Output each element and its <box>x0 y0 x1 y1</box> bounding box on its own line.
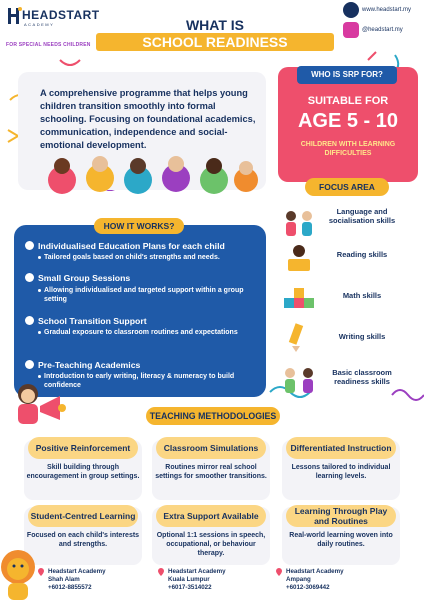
teaching-tag: TEACHING METHODOLOGIES <box>146 407 280 425</box>
how-item-title: Individualised Education Plans for each child <box>38 241 225 251</box>
focus-item-writing: Writing skills <box>338 332 386 341</box>
location-pin-icon <box>38 568 44 576</box>
bullet-dot <box>38 375 41 378</box>
how-item-title: Pre-Teaching Academics <box>38 360 141 370</box>
reading-icon <box>282 243 316 273</box>
math-blocks-icon <box>282 282 316 312</box>
method-title: Differentiated Instruction <box>286 437 396 459</box>
method-desc: Routines mirror real school settings for smoother transitions. <box>155 464 267 480</box>
logo-icon <box>8 6 22 26</box>
location-name: Headstart Academy <box>286 568 344 575</box>
how-item-sub: Allowing individualised and targeted support within a group setting <box>44 287 244 303</box>
srp-tag: WHO IS SRP FOR? <box>297 66 397 84</box>
method-title: Learning Through Play and Routines <box>286 505 396 527</box>
check-icon <box>25 316 34 325</box>
srp-suitable: SUITABLE FOR <box>307 95 389 107</box>
pencil-icon <box>282 322 316 352</box>
location-area: Kuala Lumpur <box>168 576 210 583</box>
how-item-title: Small Group Sessions <box>38 273 131 283</box>
bullet-dot <box>38 289 41 292</box>
method-desc: Optional 1:1 sessions in speech, occupational, or behaviour therapy. <box>156 532 266 557</box>
focus-item-reading: Reading skills <box>336 250 388 259</box>
page-title-line1: WHAT IS <box>185 17 245 33</box>
globe-icon <box>343 2 359 18</box>
location-phone[interactable]: +6012-3069442 <box>286 584 330 591</box>
intro-text: A comprehensive programme that helps young children transition smoothly into formal schooling. Focusing on foundational academics, communication, independence and social-emotional development. <box>40 88 256 150</box>
kids-talking-icon <box>282 208 316 238</box>
method-title: Classroom Simulations <box>156 437 266 459</box>
instagram-link[interactable]: @headstart.my <box>362 27 403 33</box>
method-title: Extra Support Available <box>156 505 266 527</box>
location-pin-icon <box>276 568 282 576</box>
brand-sub: ACADEMY <box>24 22 55 27</box>
lion-illustration <box>0 545 36 600</box>
bullet-dot <box>38 331 41 334</box>
method-title: Positive Reinforcement <box>28 437 138 459</box>
check-icon <box>25 360 34 369</box>
method-desc: Skill building through encouragement in group settings. <box>26 464 140 480</box>
page-title-line2: SCHOOL READINESS PROGRAMME? <box>96 33 334 51</box>
location-name: Headstart Academy <box>48 568 106 575</box>
bullet-dot <box>38 256 41 259</box>
method-desc: Real-world learning woven into daily routines. <box>289 532 393 548</box>
how-item-sub: Tailored goals based on child's strengths and needs. <box>44 254 220 261</box>
location-pin-icon <box>158 568 164 576</box>
focus-item-math: Math skills <box>342 291 382 300</box>
focus-item-language: Language and socialisation skills <box>328 207 396 225</box>
how-item-sub: Gradual exposure to classroom routines and expectations <box>44 329 238 336</box>
how-item-title: School Transition Support <box>38 316 147 326</box>
method-desc: Lessons tailored to individual learning levels. <box>291 464 391 480</box>
check-icon <box>25 241 34 250</box>
brand-name: HEADSTART <box>22 8 100 22</box>
focus-item-classroom: Basic classroom readiness skills <box>332 368 392 386</box>
website-link[interactable]: www.headstart.my <box>362 7 412 13</box>
brand-tagline: FOR SPECIAL NEEDS CHILDREN <box>6 42 91 48</box>
how-item-sub: Introduction to early writing, literacy & numeracy to build confidence <box>44 373 235 389</box>
srp-age: AGE 5 - 10 <box>297 110 399 132</box>
instagram-icon <box>343 22 359 38</box>
location-name: Headstart Academy <box>168 568 226 575</box>
method-title: Student-Centred Learning <box>28 505 138 527</box>
focus-tag: FOCUS AREA <box>305 178 389 196</box>
location-area: Ampang <box>286 576 311 583</box>
location-phone[interactable]: +6012-8855572 <box>48 584 92 591</box>
classroom-kids-icon <box>282 365 316 395</box>
location-area: Shah Alam <box>48 576 80 583</box>
girl-megaphone-illustration <box>8 380 72 428</box>
srp-sub: CHILDREN WITH LEARNING DIFFICULTIES <box>300 141 396 157</box>
method-desc: Focused on each child's interests and strengths. <box>26 532 140 548</box>
check-icon <box>25 273 34 282</box>
how-it-works-tag: HOW IT WORKS? <box>94 218 184 234</box>
location-phone[interactable]: +6017-3514022 <box>168 584 212 591</box>
children-illustration <box>40 150 260 194</box>
